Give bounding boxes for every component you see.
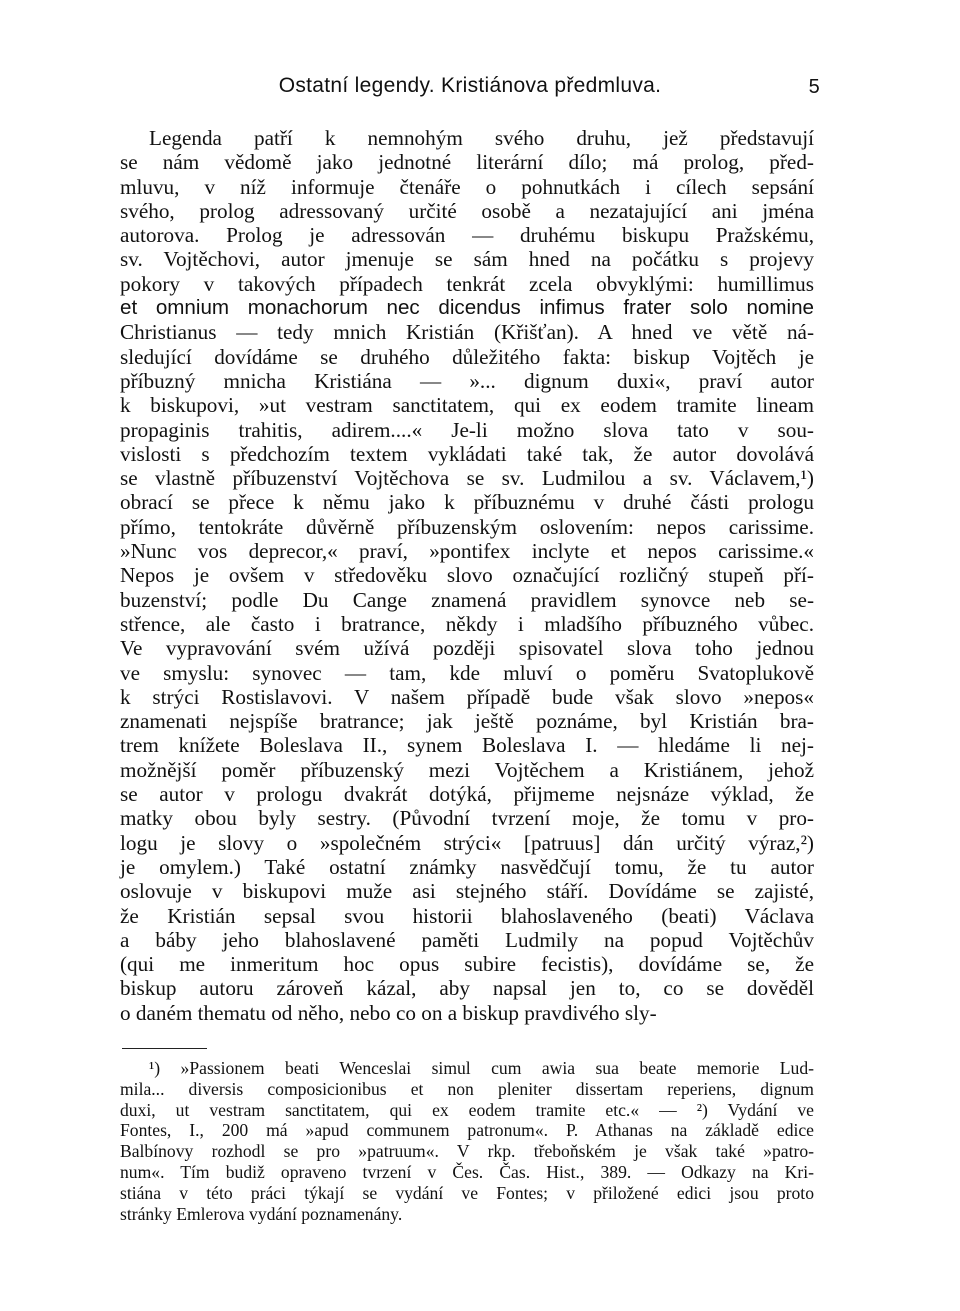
text-line: sledující dovídáme se druhého důležitého fakta: biskup Vojtěch je [120, 344, 814, 369]
text-line: sv. Vojtěchovi, autor jmenuje se sám hned na počátku s projevy [120, 247, 814, 272]
text-line: et omnium monachorum nec dicendus infimus frater solo nomine [120, 296, 814, 320]
text-line: k strýci Rostislavovi. V našem případě bude však slovo »nepos« [120, 684, 814, 709]
text-line: že Kristián sepsal svou historii blahoslaveného (beati) Václava [120, 903, 814, 928]
text-line: střence, ale často i bratrance, někdy i mladšího příbuzného vůbec. [120, 611, 814, 636]
text-line: logu je slovy o »společném strýci« [patruus] dán určitý výraz,²) [120, 830, 814, 855]
text-line: možnější poměr příbuzenský mezi Vojtěchem a Kristiánem, jehož [120, 757, 814, 782]
text-line: se vlastně příbuzenství Vojtěchova se sv. Ludmilou a sv. Václavem,¹) [120, 466, 814, 491]
text-line: matky obou byly sestry. (Původní tvrzení moje, že tomu v pro- [120, 806, 814, 831]
text-line: pokory v takových případech tenkrát zcela obvyklými: humillimus [120, 271, 814, 296]
text-line: k biskupovi, »ut vestram sanctitatem, qui ex eodem tramite lineam [120, 393, 814, 418]
text-line: trem knížete Boleslava II., synem Boleslava I. — hledáme li nej- [120, 733, 814, 758]
text-line: Christianus — tedy mnich Kristián (Křišťan). A hned ve větě ná- [120, 320, 814, 345]
footnote-line: Balbínovy rozhodl se pro »patruum«. V rkp. třeboňském je však také »patro- [120, 1141, 814, 1162]
footnote-line: mila... diversis composicionibus et non pleniter dissertam reperiens, dignum [120, 1078, 814, 1099]
footnote-separator [122, 1048, 207, 1049]
footnote-line: ¹) »Passionem beati Wenceslai simul cum awia sua beate memorie Lud- [149, 1058, 814, 1078]
text-line: a báby jeho blahoslavené paměti Ludmily na popud Vojtěchův [120, 927, 814, 952]
text-line: ve smyslu: synovec — tam, kde mluví o poměru Svatoplukově [120, 660, 814, 685]
text-line: oslovuje v biskupovi muže asi stejného stáří. Dovídáme se zajisté, [120, 879, 814, 904]
footnote-line: duxi, ut vestram sanctitatem, qui ex eodem tramite etc.« — ²) Vydání ve [120, 1099, 814, 1120]
text-line: »Nunc vos deprecor,« praví, »pontifex inclyte et nepos carissime.« [120, 539, 814, 564]
footnote-line: stiána v této práci týkají se vydání ve Fontes; v přiložené edici jsou proto [120, 1182, 814, 1203]
text-line: Nepos je ovšem v středověku slovo označující rozličný stupeň pří- [120, 563, 814, 588]
text-line: buzenství; podle Du Cange znamená pravidlem synovce neb se- [120, 587, 814, 612]
footnote-line: stránky Emlerova vydání poznamenány. [120, 1203, 403, 1224]
text-line: biskup autoru zároveň kázal, aby napsal jen to, co se dověděl [120, 976, 814, 1001]
text-line: je omylem.) Také ostatní známky nasvědčují tomu, že tu autor [120, 854, 814, 879]
text-line: vislosti s předchozím textem vykládati také tak, že autor dovolává [120, 441, 814, 466]
text-line: o daném thematu od něho, nebo co on a biskup pravdivého sly- [120, 1000, 657, 1025]
text-line: se autor v prologu dvakrát dotýká, přijmeme nejsnáze výklad, že [120, 782, 814, 807]
text-line: příbuzný mnicha Kristiána — »... dignum duxi«, praví autor [120, 368, 814, 393]
footnote-line: num«. Tím budiž opraveno tvrzení v Čes. Čas. Hist., 389. — Odkazy na Kri- [120, 1161, 814, 1182]
text-line: mluvu, v níž informuje čtenáře o pohnutkách i cílech sepsání [120, 174, 814, 199]
text-line: Legenda patří k nemnohým svého druhu, jež představují [149, 126, 814, 150]
footnote-line: Fontes, I., 200 má »apud communem patronum«. P. Athanas na základě edice [120, 1120, 814, 1141]
text-line: se nám vědomě jako jednotné literární dílo; má prolog, před- [120, 150, 814, 175]
page-number: 5 [808, 76, 820, 98]
text-line: propaginis trahitis, adirem....« Je-li možno slova tato v sou- [120, 417, 814, 442]
text-line: přímo, tentokráte důvěrně příbuzenským oslovením: nepos carissime. [120, 514, 814, 539]
footnotes [120, 1058, 814, 1224]
text-line: autorova. Prolog je adressován — druhému biskupu Pražskému, [120, 223, 814, 248]
text-line: Ve vypravování svém užívá později spisovatel slova toho jednou [120, 636, 814, 661]
main-text [120, 126, 814, 1025]
page-header [120, 74, 820, 104]
text-line: obrací se přece k němu jako k příbuznému v druhé části prologu [120, 490, 814, 515]
running-title: Ostatní legendy. Kristiánova předmluva. [278, 74, 662, 97]
text-line: znamenati nejspíše bratrance; jak ještě poznáme, byl Kristián bra- [120, 709, 814, 734]
text-line: (qui me inmeritum hoc opus subire fecistis), dovídáme se, že [120, 952, 814, 977]
text-line: svého, prolog adressovaný určité osobě a nezatajující ani jména [120, 198, 814, 223]
